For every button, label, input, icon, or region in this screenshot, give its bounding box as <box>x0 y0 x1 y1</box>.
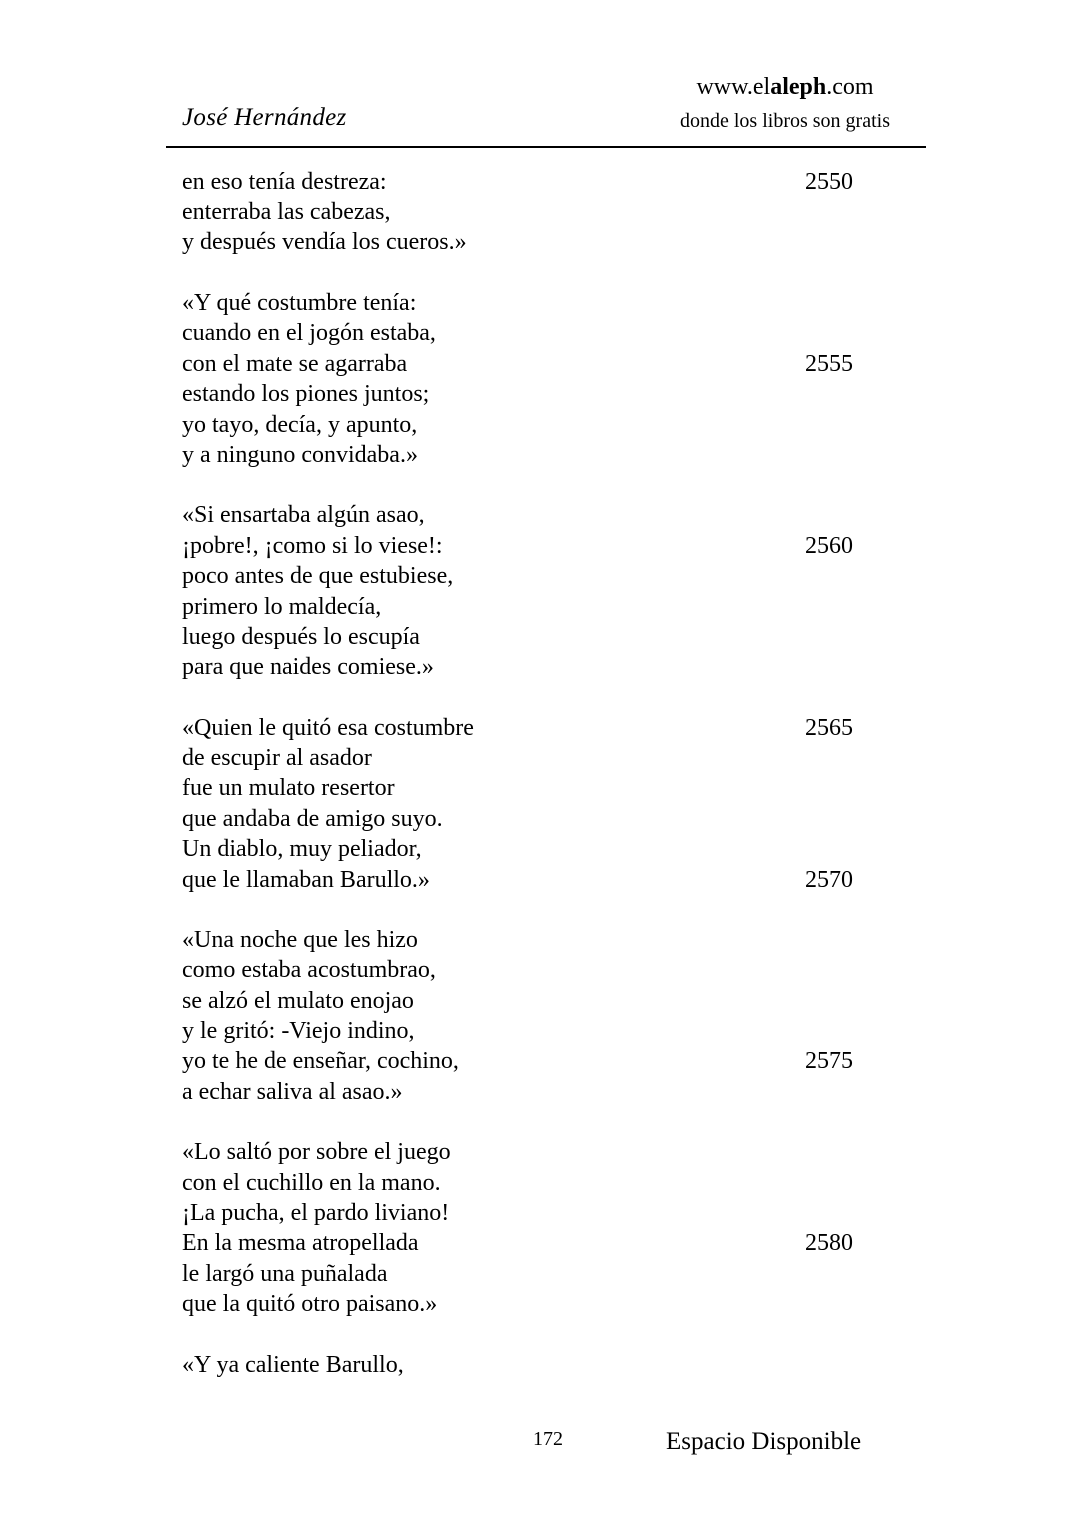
verse-line: y a ninguno convidaba.» <box>182 442 418 468</box>
verse-line: En la mesma atropellada <box>182 1230 419 1256</box>
verse-line: estando los piones juntos; <box>182 381 430 407</box>
verse-line: y le gritó: -Viejo indino, <box>182 1018 415 1044</box>
verse-line: que le llamaban Barullo.» <box>182 867 430 893</box>
line-number: 2575 <box>805 1048 853 1074</box>
verse-line: «Quien le quitó esa costumbre <box>182 715 474 741</box>
header-divider <box>166 146 926 148</box>
verse-line: «Lo saltó por sobre el juego <box>182 1139 451 1165</box>
line-number: 2570 <box>805 867 853 893</box>
verse-line: Un diablo, muy peliador, <box>182 836 422 862</box>
line-number: 2555 <box>805 351 853 377</box>
verse-line: le largó una puñalada <box>182 1261 388 1287</box>
verse-line: enterraba las cabezas, <box>182 199 391 225</box>
verse-line: fue un mulato resertor <box>182 775 395 801</box>
verse-line: con el mate se agarraba <box>182 351 408 377</box>
line-number: 2565 <box>805 715 853 741</box>
verse-line: con el cuchillo en la mano. <box>182 1170 441 1196</box>
verse-line: «Y ya caliente Barullo, <box>182 1352 404 1378</box>
site-url-prefix: www.el <box>696 74 771 100</box>
verse-line: que andaba de amigo suyo. <box>182 806 443 832</box>
verse-line: luego después lo escupía <box>182 624 420 650</box>
line-number: 2550 <box>805 169 853 195</box>
verse-line: primero lo maldecía, <box>182 594 382 620</box>
verse-line: en eso tenía destreza: <box>182 169 387 195</box>
site-url-brand: aleph <box>770 74 827 100</box>
page-number: 172 <box>533 1428 563 1450</box>
verse-line: «Una noche que les hizo <box>182 927 418 953</box>
site-tagline: donde los libros son gratis <box>680 110 890 132</box>
site-url <box>640 74 930 101</box>
line-number: 2560 <box>805 533 853 559</box>
verse-line: cuando en el jogón estaba, <box>182 320 436 346</box>
verse-line: yo tayo, decía, y apunto, <box>182 412 418 438</box>
verse-line: de escupir al asador <box>182 745 372 771</box>
line-number: 2580 <box>805 1230 853 1256</box>
verse-line: ¡La pucha, el pardo liviano! <box>182 1200 450 1226</box>
verse-line: poco antes de que estubiese, <box>182 563 454 589</box>
verse-line: que la quitó otro paisano.» <box>182 1291 438 1317</box>
header-author: José Hernández <box>182 104 347 131</box>
verse-line: «Y qué costumbre tenía: <box>182 290 417 316</box>
verse-line: para que naides comiese.» <box>182 654 434 680</box>
verse-line: a echar saliva al asao.» <box>182 1079 403 1105</box>
verse-line: yo te he de enseñar, cochino, <box>182 1048 459 1074</box>
verse-line: «Si ensartaba algún asao, <box>182 502 425 528</box>
verse-line: como estaba acostumbrao, <box>182 957 436 983</box>
verse-line: ¡pobre!, ¡como si lo viese!: <box>182 533 443 559</box>
site-url-suffix: .com <box>826 74 874 100</box>
verse-line: y después vendía los cueros.» <box>182 229 467 255</box>
footer-note: Espacio Disponible <box>666 1428 862 1455</box>
verse-line: se alzó el mulato enojao <box>182 988 414 1014</box>
